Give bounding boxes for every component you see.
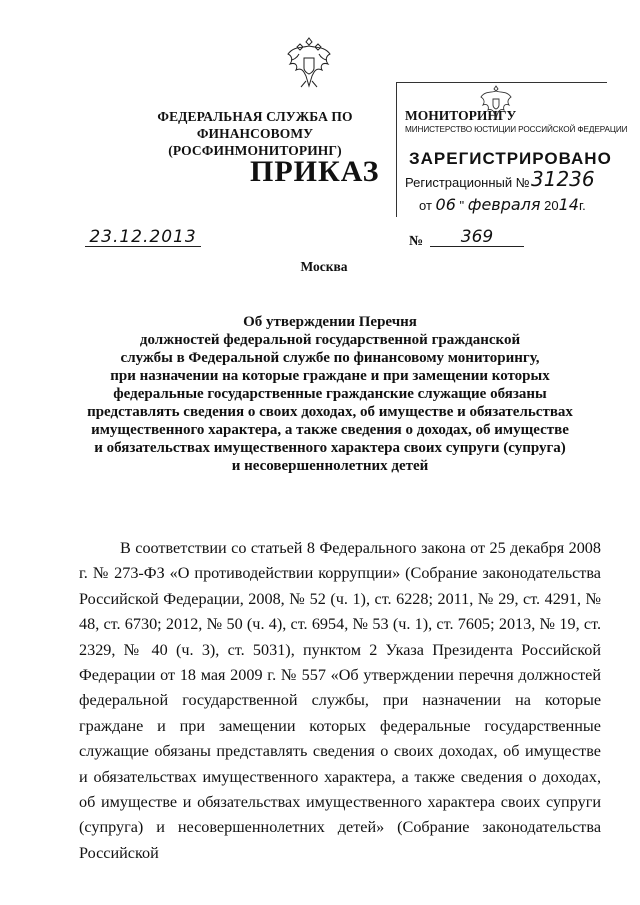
stamp-date: от 06 " февраля 2014г. bbox=[419, 195, 586, 214]
heading-line: и обязательствах имущественного характера своих супруги (супруга) bbox=[94, 440, 566, 456]
heading-line: при назначении на которые граждане и при замещении которых bbox=[110, 368, 550, 384]
coat-of-arms-icon bbox=[284, 34, 334, 92]
order-title: ПРИКАЗ bbox=[250, 155, 380, 188]
heading-line: имущественного характера, а также сведения о доходах, об имуществе bbox=[91, 422, 569, 438]
heading-line: и несовершеннолетних детей bbox=[231, 458, 429, 474]
agency-name bbox=[105, 108, 405, 159]
stamp-registration-number: 31236 bbox=[531, 167, 595, 191]
agency-name-line1: ФЕДЕРАЛЬНАЯ СЛУЖБА ПО ФИНАНСОВОМУ bbox=[157, 109, 353, 141]
stamp-date-prefix: от bbox=[419, 198, 432, 213]
agency-name-overflow: МОНИТОРИНГУ bbox=[405, 108, 517, 123]
stamp-day: 06 bbox=[435, 195, 456, 214]
stamp-year-prefix: 20 bbox=[544, 198, 559, 213]
heading-line: федеральные государственные гражданские служащие обязаны bbox=[113, 386, 547, 402]
stamp-year-tail: г. bbox=[578, 198, 586, 213]
registration-stamp bbox=[396, 82, 628, 217]
heading-line: службы в Федеральной службе по финансовому мониторингу, bbox=[120, 350, 540, 366]
stamp-year-suffix: 14 bbox=[558, 195, 579, 214]
order-body bbox=[79, 536, 601, 866]
order-date: 23.12.2013 bbox=[85, 228, 201, 247]
stamp-registered: ЗАРЕГИСТРИРОВАНО bbox=[409, 149, 612, 168]
stamp-registration-label: Регистрационный № bbox=[405, 175, 530, 190]
order-heading bbox=[80, 313, 580, 475]
agency-name-line2: (РОСФИНМОНИТОРИНГ) bbox=[168, 143, 342, 158]
heading-line: должностей федеральной государственной гражданской bbox=[139, 332, 521, 348]
order-number: 369 bbox=[430, 228, 524, 247]
body-paragraph: В соответствии со статьей 8 Федерального закона от 25 декабря 2008 г. № 273-ФЗ «О противодействии коррупции» (Собрание законодательства Российской Федерации, 2008, № 52 (ч. 1), ст. 6228; 2011, № 29, ст. 4291, № 48, ст. 6730; 2012, № 50 (ч. 4), ст. 6954, № 53 (ч. 1), ст. 7605; 2013, № 19, ст. 2329, № 40 (ч. 3), ст. 5031), пунктом 2 Указа Президента Российской Федерации от 18 мая 2009 г. № 557 «Об утверждении перечня должностей федеральной государственной службы, при назначении на которые граждане и при замещении которых федеральные государственные служащие обязаны представлять сведения о своих доходах, об имуществе и обязательствах имущественного характера, а также сведения о доходах, об имуществе и обязательствах имущественного характера своих супруги (супруга) и несовершеннолетних детей» (Собрание законодательства Российской bbox=[79, 539, 601, 862]
heading-line: Об утверждении Перечня bbox=[243, 314, 417, 330]
heading-line: представлять сведения о своих доходах, об имуществе и обязательствах bbox=[87, 404, 573, 420]
double-headed-eagle-icon bbox=[479, 85, 513, 121]
order-number-label: № bbox=[409, 234, 424, 249]
stamp-ministry: МИНИСТЕРСТВО ЮСТИЦИИ РОССИЙСКОЙ ФЕДЕРАЦИИ bbox=[405, 125, 628, 134]
city: Москва bbox=[300, 259, 348, 274]
stamp-month: февраля bbox=[467, 195, 541, 214]
